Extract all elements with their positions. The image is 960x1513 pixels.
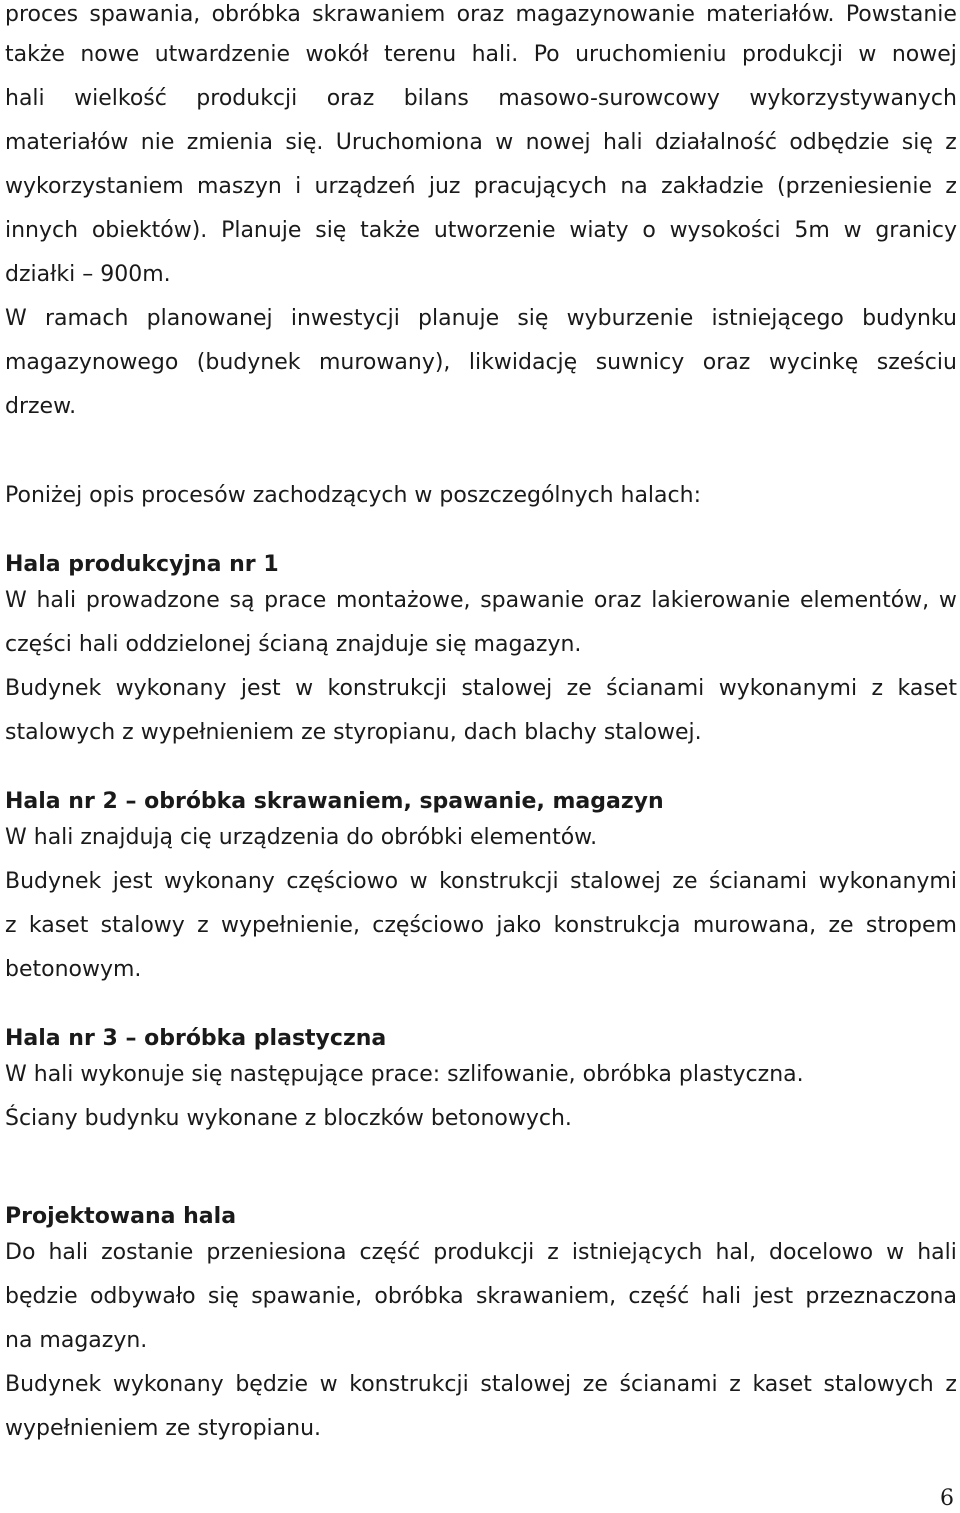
word: wycinkę — [768, 350, 859, 375]
word: Planuje — [221, 218, 302, 243]
word: na — [620, 174, 648, 199]
intro-text: Poniżej opis procesów zachodzących w poszczególnych halach: — [5, 483, 701, 508]
word: zakładzie — [661, 174, 764, 199]
word: się. — [285, 130, 324, 155]
word: nie — [140, 130, 175, 155]
word: nowej — [525, 130, 591, 155]
paragraph-line: Ściany budynku wykonane z bloczków betonowych. — [5, 1106, 572, 1131]
word: likwidację — [468, 350, 578, 375]
paragraph-line — [5, 304, 957, 334]
word: ramach — [44, 306, 129, 331]
word: stalowej — [570, 869, 661, 894]
paragraph-line — [5, 348, 957, 378]
word: wypełnienie, — [221, 913, 360, 938]
word: murowany), — [319, 350, 451, 375]
word: nowej — [891, 42, 957, 67]
word: W — [5, 588, 27, 613]
word: z — [197, 913, 209, 938]
word: wykonanymi — [818, 869, 957, 894]
paragraph-line: W hali wykonuje się następujące prace: szlifowanie, obróbka plastyczna. — [5, 1062, 804, 1087]
word: planuje — [418, 306, 500, 331]
paragraph-line: części hali oddzielonej ścianą znajduje się magazyn. — [5, 632, 582, 657]
word: oraz — [326, 86, 375, 111]
word: proces — [5, 2, 79, 27]
word: także — [5, 42, 65, 67]
word: budynku — [862, 306, 957, 331]
word: Do — [5, 1240, 36, 1265]
word: ze — [582, 1372, 608, 1397]
word: skrawaniem, — [475, 1284, 617, 1309]
word: kaset — [897, 676, 957, 701]
word: bilans — [403, 86, 469, 111]
word: wykonany — [164, 869, 275, 894]
word: w — [886, 1240, 905, 1265]
word: się — [517, 306, 549, 331]
word: jako — [496, 913, 542, 938]
word: materiałów — [5, 130, 129, 155]
word: elementów, — [799, 588, 930, 613]
word: juz — [428, 174, 461, 199]
word: Budynek — [5, 676, 102, 701]
paragraph-line — [5, 674, 957, 704]
word: murowana, — [692, 913, 817, 938]
word: ścianami — [606, 676, 705, 701]
word: planowanej — [146, 306, 273, 331]
paragraph-line — [5, 172, 957, 202]
word: hali — [5, 86, 45, 111]
word: hal, — [715, 1240, 756, 1265]
word: suwnicy — [595, 350, 685, 375]
paragraph-line — [5, 586, 957, 616]
paragraph-line — [5, 1370, 957, 1400]
word: odbędzie — [789, 130, 890, 155]
word: istniejących — [571, 1240, 703, 1265]
word: część — [359, 1240, 421, 1265]
word: oraz — [593, 588, 642, 613]
word: w — [319, 1372, 338, 1397]
word: (przeniesienie — [777, 174, 933, 199]
word: hali. — [471, 42, 519, 67]
word: z — [5, 913, 17, 938]
paragraph-line: drzew. — [5, 394, 77, 419]
word: lakierowanie — [651, 588, 791, 613]
section-heading-hall-3: Hala nr 3 – obróbka plastyczna — [5, 1026, 387, 1051]
word: W — [5, 306, 27, 331]
word: jest — [753, 1284, 794, 1309]
paragraph-line: wypełnieniem ze styropianu. — [5, 1416, 322, 1441]
word: w — [295, 676, 314, 701]
paragraph-line: betonowym. — [5, 957, 142, 982]
word: wyburzenie — [566, 306, 694, 331]
section-heading-hall-1: Hala produkcyjna nr 1 — [5, 552, 279, 577]
paragraph-line: na magazyn. — [5, 1328, 148, 1353]
word: Uruchomiona — [335, 130, 483, 155]
word: skrawaniem — [312, 2, 446, 27]
word: ze — [672, 869, 698, 894]
word: wykorzystaniem — [5, 174, 184, 199]
paragraph-line — [5, 911, 957, 941]
word: z — [547, 1240, 559, 1265]
word: utworzenie — [433, 218, 556, 243]
word: stalowej — [461, 676, 553, 701]
word: hali — [36, 588, 77, 613]
paragraph-line — [5, 128, 957, 158]
word: obróbka — [374, 1284, 464, 1309]
word: w — [843, 218, 862, 243]
word: hali — [917, 1240, 957, 1265]
word: z — [945, 174, 957, 199]
word: z — [729, 1372, 741, 1397]
word: spawania, — [89, 2, 201, 27]
word: wiaty — [569, 218, 629, 243]
word: w — [858, 42, 877, 67]
paragraph-line — [5, 867, 957, 897]
word: się — [207, 1284, 239, 1309]
word: uruchomieniu — [575, 42, 727, 67]
word: stalowej — [480, 1372, 572, 1397]
word: przeznaczona — [805, 1284, 957, 1309]
word: prowadzone — [85, 588, 220, 613]
paragraph-line: działki – 900m. — [5, 262, 171, 287]
word: stropem — [865, 913, 957, 938]
section-heading-planned-hall: Projektowana hala — [5, 1204, 237, 1229]
word: inwestycji — [290, 306, 400, 331]
word: odbywało — [89, 1284, 196, 1309]
word: częściowo — [372, 913, 485, 938]
word: będzie — [235, 1372, 308, 1397]
word: zostanie — [101, 1240, 194, 1265]
word: także — [360, 218, 421, 243]
word: Powstanie — [845, 2, 957, 27]
word: Budynek — [5, 869, 102, 894]
word: granicy — [875, 218, 957, 243]
word: masowo-surowcowy — [498, 86, 720, 111]
word: Po — [533, 42, 560, 67]
word: część — [628, 1284, 690, 1309]
paragraph-line — [5, 1282, 957, 1312]
word: o — [642, 218, 656, 243]
paragraph-line — [5, 84, 957, 114]
word: ścianami — [708, 869, 808, 894]
word: sześciu — [876, 350, 957, 375]
word: obiektów). — [91, 218, 208, 243]
word: materiałów. — [706, 2, 835, 27]
word: z — [945, 1372, 957, 1397]
word: się — [901, 130, 933, 155]
word: wykonanymi — [718, 676, 858, 701]
word: innych — [5, 218, 79, 243]
paragraph-line: stalowych z wypełnieniem ze styropianu, dach blachy stalowej. — [5, 720, 702, 745]
word: są — [229, 588, 255, 613]
paragraph-line — [5, 0, 957, 30]
word: ścianami — [619, 1372, 718, 1397]
word: spawanie — [480, 588, 585, 613]
word: hali — [701, 1284, 742, 1309]
word: wykonany — [115, 676, 227, 701]
word: magazynowanie — [515, 2, 695, 27]
word: (budynek — [196, 350, 301, 375]
word: prace — [264, 588, 327, 613]
word: przeniesiona — [206, 1240, 347, 1265]
word: wykonany — [112, 1372, 224, 1397]
word: konstrukcji — [327, 676, 448, 701]
word: 5m — [794, 218, 830, 243]
word: maszyn — [196, 174, 282, 199]
word: pracujących — [473, 174, 608, 199]
page-number: 6 — [940, 1486, 954, 1511]
word: produkcji — [433, 1240, 535, 1265]
word: stalowych — [823, 1372, 934, 1397]
word: docelowo — [769, 1240, 874, 1265]
word: oraz — [456, 2, 505, 27]
word: oraz — [702, 350, 751, 375]
word: wokół — [305, 42, 369, 67]
word: produkcji — [196, 86, 298, 111]
word: nowe — [80, 42, 140, 67]
word: stalowy — [100, 913, 185, 938]
word: ze — [828, 913, 854, 938]
word: ze — [566, 676, 592, 701]
word: w — [495, 130, 514, 155]
word: wysokości — [669, 218, 781, 243]
word: obróbka — [211, 2, 301, 27]
word: hali — [48, 1240, 89, 1265]
word: jest — [240, 676, 281, 701]
word: z — [871, 676, 884, 701]
word: się — [315, 218, 347, 243]
word: kaset — [28, 913, 89, 938]
word: częściowo — [286, 869, 399, 894]
word: utwardzenie — [154, 42, 291, 67]
word: w — [409, 869, 428, 894]
word: kaset — [752, 1372, 812, 1397]
word: będzie — [5, 1284, 78, 1309]
section-heading-hall-2: Hala nr 2 – obróbka skrawaniem, spawanie, magazyn — [5, 789, 664, 814]
word: i — [295, 174, 302, 199]
word: urządzeń — [314, 174, 416, 199]
paragraph-line — [5, 216, 957, 246]
word: Budynek — [5, 1372, 102, 1397]
word: działalność — [655, 130, 777, 155]
word: magazynowego — [5, 350, 179, 375]
word: wielkość — [74, 86, 167, 111]
paragraph-line — [5, 40, 957, 70]
word: z — [945, 130, 957, 155]
word: zmienia — [186, 130, 273, 155]
word: produkcji — [742, 42, 843, 67]
word: terenu — [384, 42, 457, 67]
word: wykorzystywanych — [749, 86, 957, 111]
word: w — [938, 588, 957, 613]
word: konstrukcji — [439, 869, 559, 894]
word: istniejącego — [711, 306, 844, 331]
paragraph-line — [5, 1238, 957, 1268]
word: spawanie, — [251, 1284, 363, 1309]
word: jest — [112, 869, 153, 894]
word: konstrukcji — [349, 1372, 469, 1397]
word: konstrukcja — [553, 913, 681, 938]
paragraph-line: W hali znajdują cię urządzenia do obróbki elementów. — [5, 825, 598, 850]
word: montażowe, — [336, 588, 471, 613]
word: hali — [603, 130, 643, 155]
